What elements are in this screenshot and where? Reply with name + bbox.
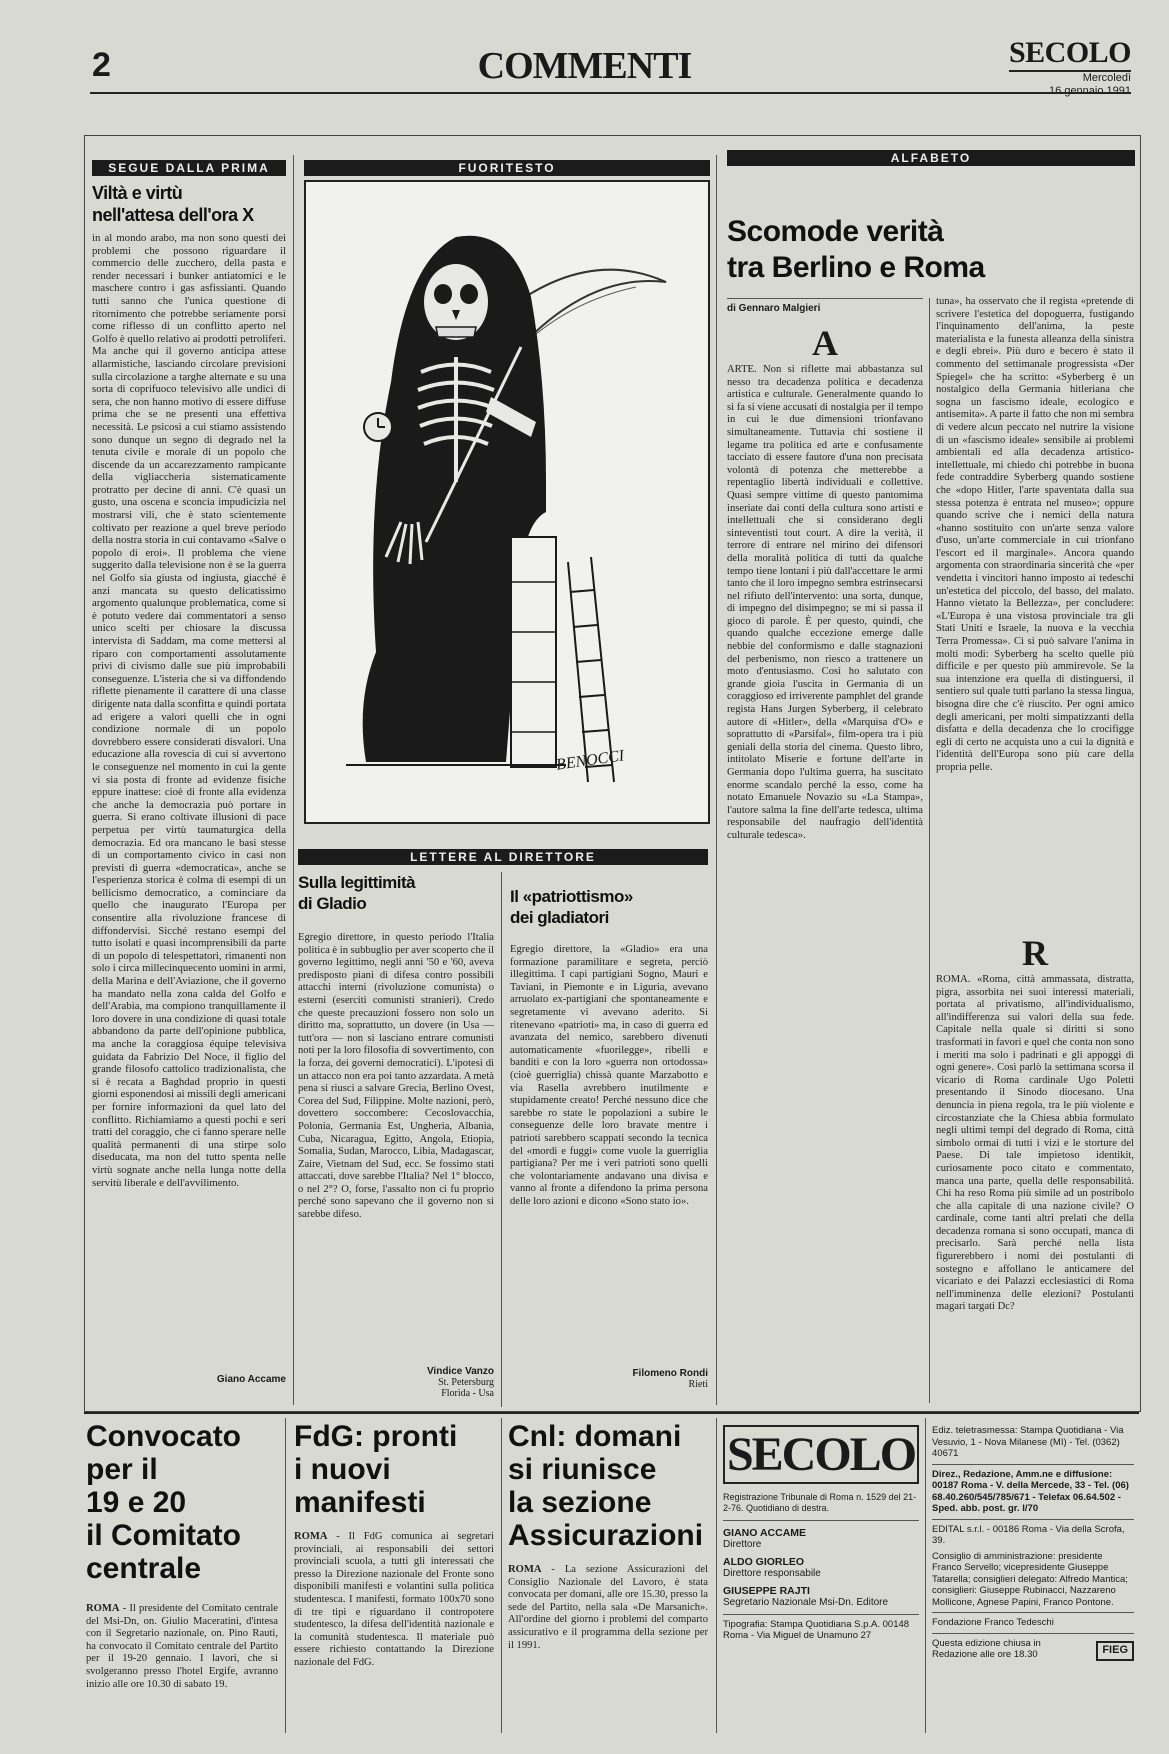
letters-block bbox=[298, 849, 708, 865]
alfabeto-body-r: ROMA. «Roma, città ammassata, distratta, pigra, assorbita nei suoi interessi materiali, portata al privatismo, all'individualismo, all'indifferenza sui valori della sua fede. Capitale nella quale si diritti si sono trasformati in favori e quel che conta non sono i meriti ma solo i padrinati e gli appoggi di ogni genere». Così parlò la settimana scorsa il vicario di Roma cardinale Ugo Poletti presentando il Sinodo diocesano. Una denuncia in piena regola, tra le più violente e circostanziate che la Chiesa abbia formulato negli ultimi tempi del degrado di Roma, città simbolo ormai di tutti i vizi e le storture del Paese. Di tale impietoso identikit, curiosamente poco citato e commentato, manca una parte, quella delle responsabilità. Chi ha reso Roma più simile ad un postribolo che alla capitale di una nazione civile? O cardinale, come tanti altri prelati che della decadenza romana si sono occupati, manca di precisarlo. Sarà perché nella lista figurerebbero i nomi dei postulanti di sostegno e affollano le anticamere del vicariato e dei Palazzi ecclesiastici di Roma nell'imminenza delle elezioni? Postulanti magari targati Dc? bbox=[936, 974, 1134, 1313]
bottom-body bbox=[86, 1603, 278, 1733]
registration-text: Registrazione Tribunale di Roma n. 1529 del 21-2-76. Quotidiano di destra. bbox=[723, 1492, 917, 1513]
headline-line: Convocato bbox=[86, 1420, 242, 1453]
headline-line: Scomode verità bbox=[727, 215, 944, 248]
letter-title-line: Sulla legittimità bbox=[298, 873, 416, 892]
bottom-body bbox=[294, 1531, 494, 1736]
headline-line: tra Berlino e Roma bbox=[727, 251, 985, 284]
redazione-text: Direz., Redazione, Amm.ne e diffusione: 00187 Roma - V. della Mercede, 33 - Tel. (06) 68.40.260/545/785/671 - Telefax 06.64.502 - Sped. abb. post. gr. I/70 bbox=[932, 1468, 1129, 1514]
column-divider bbox=[716, 1418, 717, 1733]
header-rule bbox=[90, 92, 1131, 94]
bottom-story-3 bbox=[508, 1420, 708, 1739]
section-title: COMMENTI bbox=[477, 45, 692, 87]
edital-text: EDITAL s.r.l. - 00186 Roma - Via della Scrofa, 39. bbox=[932, 1523, 1125, 1546]
letter-city: St. Petersburg bbox=[438, 1377, 494, 1388]
bottom-headline bbox=[508, 1420, 708, 1552]
letter-1 bbox=[298, 872, 494, 1399]
grim-reaper-illustration bbox=[306, 182, 708, 822]
masthead-info bbox=[932, 1425, 1134, 1661]
bottom-body bbox=[508, 1564, 708, 1739]
headline-line: centrale bbox=[86, 1552, 202, 1585]
letter-signature: Filomeno Rondi bbox=[632, 1368, 708, 1379]
headline-line: Cnl: domani bbox=[508, 1420, 682, 1453]
dropcap-r: R bbox=[1022, 933, 1048, 973]
column-divider bbox=[929, 298, 930, 1403]
headline-line: 19 e 20 bbox=[86, 1486, 187, 1519]
column-divider bbox=[285, 1418, 286, 1733]
column-divider bbox=[501, 872, 502, 1407]
letter-title bbox=[298, 872, 494, 914]
masthead-logo: SECOLO bbox=[1009, 36, 1131, 72]
column-divider bbox=[501, 1418, 502, 1733]
letter-title bbox=[510, 886, 708, 928]
headline-line: per il bbox=[86, 1453, 158, 1486]
publisher-role: Segretario Nazionale Msi-Dn. Editore bbox=[723, 1597, 889, 1608]
resp-name: ALDO GIORLEO bbox=[723, 1556, 805, 1568]
article-signature: Giano Accame bbox=[216, 1374, 286, 1385]
story-text: - Il presidente del Comitato centrale del Msi-Dn, on. Giulio Maceratini, d'intesa con il Segretario nazionale, on. Pino Rauti, ha convocato il Comitato centrale del Partito per il 19-20 gennaio. I lavori, che si svolgeranno presso l'hotel Ergife, avranno inizio alle ore 10.30 di sabato 19. bbox=[86, 1603, 278, 1690]
headline-line: il Comitato bbox=[86, 1519, 241, 1552]
bottom-headline bbox=[294, 1420, 494, 1519]
edition-text: Ediz. teletrasmessa: Stampa Quotidiana - Via Vesuvio, 1 - Nova Milanese (MI) - Tel. (0362) 40671 bbox=[932, 1425, 1124, 1459]
bottom-rule bbox=[84, 1412, 1139, 1414]
left-column bbox=[92, 160, 286, 1385]
alfabeto-col-2 bbox=[936, 296, 1134, 1394]
bottom-headline bbox=[86, 1420, 278, 1585]
skull-eye-left bbox=[434, 284, 452, 304]
column-divider bbox=[716, 155, 717, 1405]
alfabeto-block bbox=[727, 150, 1135, 286]
section-label-fuoritesto: FUORITESTO bbox=[304, 160, 710, 176]
tipografia-text: Tipografia: Stampa Quotidiana S.p.A. 00148 Roma - Via Miguel de Unamuno 27 bbox=[723, 1619, 910, 1641]
section-label-segue: SEGUE DALLA PRIMA bbox=[92, 160, 286, 176]
section-label-lettere: LETTERE AL DIRETTORE bbox=[298, 849, 708, 865]
letter-city: Rieti bbox=[688, 1379, 708, 1390]
letter-city: Florida - Usa bbox=[441, 1388, 494, 1399]
letter-title-line: Il «patriottismo» bbox=[510, 887, 633, 906]
alfabeto-body-a2: tuna», ha osservato che il regista «pretende di scrivere l'estetica del dopoguerra, fustigando l'inquinamento dell'anima, la peste materialista e la funesta alleanza della sinistra e degli ebrei». Più duro e becero è stato il commento del settimanale progressista «Der Spiegel» che ha scritto: «Syberberg è un nostalgico della Germania hitleriana che sogna un fascismo ideale, ecologico e antisemita». A parte il fatto che non mi sembra di vedere alcun peccato nel nutrire la visione di un «fascismo ideale» sensibile ai problemi ambientali ed alla decadenza artistico-intellettuale, mi chiedo chi potrebbe in buona fede contraddire Syberberg quando sostiene che «dopo Hitler, l'arte spaventata dalla sua stessa potenza è entrata nel museo»; oppure quando scrive che i nemici della natura «hanno sostituito con un'arte senza valore d'uso, un'arte commerciale in cui trionfano l'escort ed il marginale». Ancora quando argomenta con straordinaria sincerità che «per vendetta i vincitori hanno imposto ai tedeschi un'estetica del piccolo, del basso, del malato. Hanno vietato la Bellezza», per concludere: «L'Europa è una vistosa provinciale tra gli Stati Uniti e Israele, la nuova e la vecchia Terra Promessa». Ci si può salvare l'anima in molti modi: Syberberg ha scelto quelle più difficile e per questo più ammirevole. Se la sua intenzione era quella di distinguersi, il sentiero sul quale tutti parlano la stessa lingua, bisogna dire che c'è riuscito. Per ogni amico degli americani, per molti simpatizzanti della disfatta e della decadenza che lo crocifigge egli di certo ne acquista uno a cui la dignità e l'identità dell'Europa sono più care della propria pelle. bbox=[936, 296, 1134, 773]
cartoon-frame bbox=[304, 180, 710, 824]
alfabeto-body-a: ARTE. Non si riflette mai abbastanza sul nesso tra decadenza politica e decadenza artistica e culturale. Generalmente quando lo si fa si viene accusati di nostalgia per il tempo in cui le due dimensioni trionfavano simultaneamente. Tuttavia chi sostiene il legame tra politica ed arte e confusamente tacciato di essere fautore d'una non precisata volontà di potenza che metterebbe a repentaglio libertà individuali e collettive. Quasi sempre vittime di questo pantomima inseriate dai conti della cultura sono artisti e intellettuali che si considerano degli sinteventisti tout court. A dire la verità, il terrore di entrare nel mirino dei difensori della moralità politica di tutti da qualche tempo tiene lontani i più dall'accettare le armi tanto che il loro impegno sembra estrinsecarsi nel rifiuto dell'intervento: una sorta, dunque, di impegno del disimpegno; se mi si passa il gioco di parole. È per questo, quindi, che quando qualche eccezione emerge dalle nebbie del conformismo e dalle stagnazioni del perbenismo, non riesco a trattenere un moto d'entusiasmo. Così ho salutato con grande gioia l'uscita in Germania di un coraggioso ed irriverente pamphlet del grande regista Hans Jurgen Syberberg, il celebrato autore di «Hitler», della «Marquisa d'O» e soprattutto di «Parsifal», film-opera tra i più geniali della storia del cinema. Questo libro, intitolato Miserie e fortune dell'arte in Germania dopo l'ultima guerra, ha suscitato enorme scandalo perché la esso, come ha notato Emanuele Novazio su «La Stampa», l'autore salma la fine dell'arte tedesca, ultima responsabile del naufragio dell'identità culturale tedesca». bbox=[727, 364, 923, 841]
headline-line: Viltà e virtù bbox=[92, 183, 183, 203]
director-role: Direttore bbox=[723, 1539, 762, 1550]
section-label-alfabeto: ALFABETO bbox=[727, 150, 1135, 166]
masthead-box bbox=[723, 1425, 919, 1641]
fondazione-text: Fondazione Franco Tedeschi bbox=[932, 1617, 1054, 1628]
alfabeto-byline: di Gennaro Malgieri bbox=[727, 298, 923, 314]
article-headline bbox=[92, 182, 286, 226]
letter-body: Egregio direttore, in questo periodo l'Italia politica è in subbuglio per aver scoperto che il governo legittimo, negli anni '50 e '60, aveva predisposto piani di difesa contro possibili attacchi interni (rivoluzione comunista) o esterni (eserciti comunisti stranieri). Credo che queste precauzioni fossero non solo un diritto ma, soprattutto, un dovere (in Usa — tutt'ora — non si lasciano entrare comunisti noti per la loro filosofia di sovvertimento, con la forza, dei governi democratici). L'ipotesi di un attacco non era poi tanto azzardata. A metà pena si riuscì a salvare Grecia, Berlino Ovest, Corea del Sud, Filippine. Molte nazioni, però, dovettero soccombere: Cecoslovacchia, Polonia, Germania Est, Ungheria, Albania, Cuba, Nicaragua, Egitto, Angola, Etiopia, Somalia, Sudan, Marocco, Libia, Madagascar, Zaire, Vietnam del Sud, ecc. Se fossimo stati attaccati, dove sarebbe l'Italia? Nel 1° blocco, o nel 2°? O, forse, l'assalto non ci fu proprio perché sono sapevano che il governo non si sarebbe difeso. bbox=[298, 932, 494, 1221]
headline-line: nell'attesa dell'ora X bbox=[92, 205, 254, 225]
consiglio-text: Consiglio di amministrazione: presidente Franco Servello; vicepresidente Giuseppe Tatarella; consiglieri delegato: Alfredo Mantica; consiglieri: Giuseppe Rubinacci, Nazzareno Mollicone, Agnese Papini, Franco Pontone. bbox=[932, 1550, 1128, 1608]
article-body: in al mondo arabo, ma non sono questi dei problemi che possono riguardare il commercio delle zucchero, della pasta e render necessari i bunker antiatomici e le maschere contro i gas asfissianti. Quando tutti sanno che l'unica questione di ritornimento che potrebbe seriamente porsi come riflesso di un conflitto aperto nel Golfo è quello relativo ai prodotti petroliferi. Ma anche qui il governo anticipa attese allarmistiche, lasciando circolare previsioni sulla circolazione a targhe alternate e su una sorta di coprifuoco televisivo alle undici di sera, che non hanno motivo di essere diffuse prima che se ne presenti una effettiva necessità. Le psicosi a cui stiamo assistendo sono dunque un segno di degrado nel la tenuta civile e morale di un popolo che discende da un accarezzamento rampicante della vigliaccheria sistematicamente protratto per decine di anni. C'è quasi un gusto, una oscena e sconcia impudicizia nel mostrarsi vili, che è stato scientemente coltivato per reazione a quel breve periodo della nostra storia in cui contavamo «Salve o popolo di eroi». Il problema che viene suggerito dalla televisione non è se la guerra nel Golfo sia giusta od ingiusta, giacché è anzi mancata su questo delicatissimo argomento qualunque problematica, come si è potuto vedere dai commentatori a senso unico scelti per chiosare la discussa intervista di Saddam, ma come mettersi al riparo con comportamenti assolutamente privi di civismo dalle sue più improbabili conseguenze. L'isteria che si va diffondendo riflette pienamente il carattere di una classe dirigente nata dalla sconfitta e quindi portata ad erigere a valori quelli che in ogni condizione normale di un popolo dovrebbero essere considerati disvalori. Una educazione alla rovescia di cui si avvertono le conseguenze nel momento in cui la gente vi sia posta di fronte ad evidenze fisiche eppure inattese: cioè di fronte alla evidenza che anche la democrazia può portare in guerra. Si erano coltivate illusioni di pace perpetua per virtù taumaturgica della democrazia. Ed ora mancano le basi stesse di un comportamento civico in casi non previsti di guerra «democratica», anche se l'esperienza storica è colma di esempi di un bellicismo democratico, a cominciare da quello che inaugurato l'Europa per consentire alla rivoluzione francese di diffondervisi. Sicché restano esempi del tutto isolati e quasi incomprensibili da parte di un popolo di telespettatori, rimanenti non solo i circa millecinquecento uomini in armi, della Marina e dell'Aviazione, che il governo ha mandato nella zona calda del Golfo e dell'Arabia, ma compiono tranquillamente il loro dovere in una condizione di quasi totale abbandono da parte dell'opinione pubblica, ma anche la coraggiosa équipe televisiva guidata da Fabrizio Del Noce, il figlio del grande filosofo cattolico tradizionalista, che si è recata a Baghdad proprio in questi giorni esponendosi ai missili degli americani per fornire informazioni da quel lato del conflitto. Richiamiamo a questi pochi e seri tratti del coraggio, che ci fanno sperare nelle qualità permanenti di una stirpe solo diseducata, ma non del tutto spenta nelle virtù sognate anche nella lunga notte della servitù liberale e dell'avvilimento. bbox=[92, 232, 286, 1189]
headline-line: manifesti bbox=[294, 1486, 426, 1519]
dropcap-a: A bbox=[812, 323, 838, 363]
headline-line: FdG: pronti bbox=[294, 1420, 458, 1453]
headline-line: la sezione bbox=[508, 1486, 652, 1519]
dateline: ROMA bbox=[294, 1531, 328, 1542]
headline-line: si riunisce bbox=[508, 1453, 657, 1486]
headline-line: i nuovi bbox=[294, 1453, 391, 1486]
dateline: ROMA bbox=[86, 1603, 120, 1614]
alfabeto-col-1 bbox=[727, 298, 923, 1424]
skull-teeth bbox=[436, 327, 476, 337]
column-divider bbox=[925, 1418, 926, 1733]
dateline: ROMA bbox=[508, 1564, 542, 1575]
bottom-story-1 bbox=[86, 1420, 278, 1733]
masthead-date: 16 gennaio 1991 bbox=[1049, 85, 1131, 97]
skull-eye-right bbox=[460, 284, 478, 304]
masthead-day: Mercoledì bbox=[1082, 72, 1131, 84]
page-number: 2 bbox=[92, 46, 111, 84]
cartoon-signature: BENOCCI bbox=[555, 747, 626, 774]
letter-title-line: dei gladiatori bbox=[510, 908, 609, 927]
bottom-story-2 bbox=[294, 1420, 494, 1736]
cartoon-block bbox=[304, 160, 710, 824]
masthead-big-logo: SECOLO bbox=[723, 1425, 919, 1484]
publisher-name: GIUSEPPE RAJTI bbox=[723, 1585, 810, 1597]
story-text: - Il FdG comunica ai segretari provinciali, ai responsabili dei settori provinciali scuola, a tutti gli interessati che presso la Direzione nazionale del Fronte sono disponibili manifesti e volantini sulla politica studentesca. I manifesti, formato 100x70 sono di tre tipi e riguardano il contropotere studentesco, la difesa dell'identità nazionale e la comunità studentesca. Il materiale può essere richiesto contattando la Direzione nazionale del FdG. bbox=[294, 1531, 494, 1668]
story-text: - La sezione Assicurazioni del Consiglio Nazionale del Lavoro, è stata convocata per domani, alle ore 15.30, presso la sede del Partito, nella sala «De Marsanich». All'ordine del giorno i problemi del comparto assicurativo e il programma della sezione per il 1991. bbox=[508, 1564, 708, 1651]
ladder bbox=[568, 557, 614, 782]
letter-body: Egregio direttore, la «Gladio» era una formazione paramilitare e segreta, perciò illegittima. I capi partigiani Sogno, Mauri e Taviani, in Piemonte e in Liguria, avevano arruolato ex-partigiani che spontaneamente e segretamente vi avevano aderito. Si ritenevano «patrioti» ma, in caso di guerra ed avanzata del nemico, sarebbero divenuti automaticamente «fuorilegge», ribelli e banditi e con la loro «guerra non ortodossa» (cioè guerriglia) chissà quante Marzabotto e via Rasella avrebbero inutilmente e stupidamente creato! Perché nessuno dice che sarebbe ro state le popolazioni a subire le conseguenze delle loro bravate mentre i patrioti sarebbero scappati secondo la tecnica del «mordi e fuggi» come vuole la guerriglia partigiana? Per me i veri patrioti sono quelli che volontariamente andavano una divisa e vanno al fronte a difendono la prima persona delle loro azioni e dicono «Sono stato io». bbox=[510, 944, 708, 1207]
headline-line: Assicurazioni bbox=[508, 1519, 704, 1552]
fieg-logo: FIEG bbox=[1096, 1641, 1134, 1661]
letter-title-line: di Gladio bbox=[298, 894, 367, 913]
column-divider bbox=[293, 155, 294, 1405]
resp-role: Direttore responsabile bbox=[723, 1568, 821, 1579]
letter-2 bbox=[510, 886, 708, 1390]
chiusura-text: Questa edizione chiusa in Redazione alle ore 18.30 bbox=[932, 1637, 1041, 1660]
letter-signature: Vindice Vanzo bbox=[426, 1366, 494, 1377]
masthead-small bbox=[1009, 36, 1131, 98]
director-name: GIANO ACCAME bbox=[723, 1527, 807, 1539]
alfabeto-headline bbox=[727, 214, 1135, 286]
